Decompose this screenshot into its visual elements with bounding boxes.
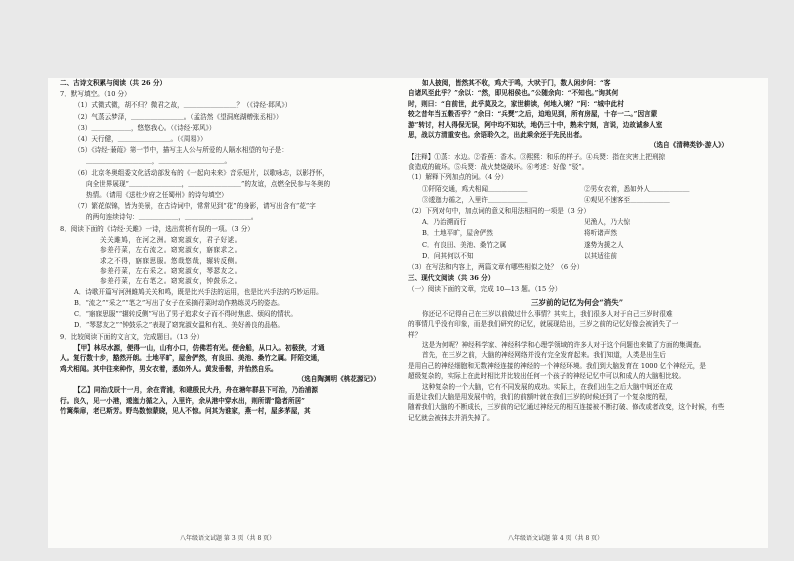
choice-b: B．土地平旷，屋舍俨然 bbox=[422, 229, 493, 238]
q7-item-cont: 的两句连续诗句：＿＿＿＿＿＿，＿＿＿＿＿＿＿＿＿＿。 bbox=[86, 213, 258, 222]
choice-c-pair: 遂势为援之人 bbox=[584, 240, 624, 249]
article-line: 超级复杂的，实际上在此时相比并比较出任何一个孩子的神经记忆中可以和成人的大脑相比较。 bbox=[408, 372, 685, 381]
answer-item: ③逶迤力循之，入里许＿＿＿＿＿＿ bbox=[422, 195, 528, 204]
q7-item-cont: 热情。（请用《送杜少府之任蜀州》的诗句填空） bbox=[86, 191, 228, 200]
question-7: 7．默写填空。（10 分） bbox=[60, 90, 131, 99]
passage-yi-cont: 思，战以方清重安也。余语聆久之，出此乘余还于先民出者。 bbox=[408, 131, 587, 140]
choice-b-pair: 将听诸声然 bbox=[584, 229, 617, 238]
answer-item: ②男女衣着，悉如外人＿＿＿＿＿＿ bbox=[584, 184, 690, 193]
sub-question-2: （2）下列对句中，加点词的意义和用法相同的一项是（3 分） bbox=[408, 207, 590, 216]
choice-c: C．有良田、美池、桑竹之属 bbox=[422, 240, 507, 249]
q7-item: （4）天行健，＿＿＿＿＿＿＿＿。（《周易》） bbox=[74, 135, 207, 144]
article-line: 的事情几乎没有印象，而是我们研究的记忆，就展现给出，三岁之前的记忆好像会被消失了一 bbox=[408, 320, 679, 329]
choice-d-pair: 以其适往前 bbox=[584, 251, 617, 260]
q7-item-cont: 向全世界展现“＿＿＿＿＿＿＿＿，＿＿＿＿＿＿＿＿”的友谊，点燃全民参与冬奥的 bbox=[86, 179, 331, 188]
passage-jia: 鸡犬相闻。其中往来种作，男女衣着，悉如外人。黄发垂髫，并怡然自乐。 bbox=[60, 364, 278, 373]
answer-item: ①阡陌交通，鸡犬相闻＿＿＿＿＿＿ bbox=[422, 184, 528, 193]
choice-row bbox=[408, 228, 746, 239]
passage-yi-cont: 如人披阅，皆然其不收，鸡犬于鸣，大吠于门，数人闲步问：“客 bbox=[422, 79, 611, 87]
article-title: 三岁前的记忆为何会“消失” bbox=[530, 297, 624, 307]
article-line: 而是让我们大脑是用发展中的，我们的前额叶就在我们三岁的时候还到了一个复杂度的程， bbox=[408, 392, 672, 401]
answer-row bbox=[408, 195, 746, 206]
article-line: 随着我们大脑的不断成长，三岁前的记忆通过神经元的相互连接被不断打破、修改或者改变，这个时候，有些 bbox=[408, 403, 725, 412]
passage-yi-cont: 自诸风至此乎？”余以：“然，即见相侯也。”公随余向：“不知也。”询其何 bbox=[408, 89, 619, 98]
choice-row bbox=[408, 240, 746, 251]
q7-item: （3）＿＿＿＿＿＿，悠悠我心。（《诗经·郑风》） bbox=[74, 123, 216, 132]
article-line: 你还记不记得自己在三岁以前做过什么事情？其实上，我们很多人对于自己三岁时很难 bbox=[422, 309, 673, 318]
passage-yi: 【乙】同治戊辰十一月，余在青浦，和建殷民大丹，舟在塘年群县下可治，乃治浦源 bbox=[74, 386, 318, 395]
section-heading: 三、现代文阅读（共 36 分） bbox=[408, 274, 495, 283]
q7-item: （5）《诗经·蒹葭》第一节中，描写主人公与所爱的人隔水相望的句子是： bbox=[74, 146, 288, 155]
poem-line: 参差荇菜，左右芼之。窈窕淑女，钟鼓乐之。 bbox=[100, 277, 242, 286]
passage-yi-cont: 游”转讨，村人得保无误，阿中均不知状，地仍三十中，熟未宁刻，言说，边故诚参人室 bbox=[408, 120, 663, 129]
poem-line: 关关雎鸠，在河之洲。窈窕淑女，君子好逑。 bbox=[100, 235, 242, 244]
choice-a: A．乃治溯而行 bbox=[422, 218, 467, 227]
passage-yi-cont: 较之昔年当五穀否乎？”余曰：“兵燹”之后，迫地见到，所有房屋，十存一二。”因言蒙 bbox=[408, 110, 658, 119]
question-9: 9．比较阅读下面的文言文，完成题目。（13 分） bbox=[60, 332, 204, 341]
article-line: 记忆就会被抹去并消失掉了。 bbox=[408, 413, 494, 422]
page-footer: 八年级语文试题 第 4 页（共 8 页） bbox=[508, 535, 604, 542]
passage-jia: 人。复行数十步，豁然开朗。土地平旷，屋舍俨然，有良田、美池、桑竹之属。阡陌交通， bbox=[60, 354, 324, 363]
passage-yi: 行。良久，见一小港，逶迤力循之入，入里许，余从港中穿水出，则所谓“隐者所居” bbox=[60, 396, 305, 405]
poem-line: 求之不得，寤寐思服。悠哉悠哉，辗转反侧。 bbox=[100, 256, 242, 265]
q7-item-cont: ＿＿＿＿＿＿＿＿＿＿，＿＿＿＿＿＿＿＿＿＿。 bbox=[86, 157, 232, 166]
exam-sheet bbox=[48, 78, 768, 548]
sub-question-1: （1）解释下列加点的词。（4 分） bbox=[408, 173, 508, 182]
choice-d: D．问其何以不知 bbox=[422, 251, 474, 260]
choice-a-pair: 见渔人，乃大惊 bbox=[584, 218, 631, 227]
choice-row bbox=[408, 217, 746, 228]
q7-item: （2）气蒸云梦泽，＿＿＿＿＿＿＿＿。（孟浩然《望洞庭湖赠张丞相》） bbox=[74, 112, 283, 121]
passage-yi: 竹篱柴扉，老已斯芳。野鸟数惊蒙晓，见人不惊。问其为谁家，燕一村，屋多茅屋，其 bbox=[60, 407, 311, 416]
article-line: 首先，在三岁之前，大脑的神经网络并没有完全发育起来。我们知道，人类是出生后 bbox=[422, 351, 666, 360]
page-3-column bbox=[60, 78, 398, 548]
passage-source: （选自《清稗类钞·游人》） bbox=[649, 141, 728, 150]
option-a: A．诗歌开篇写河洲雎鸠关关和鸣，既是比兴手法的运用，也是比兴手法的巧妙运用。 bbox=[74, 287, 323, 296]
q7-item: （7）繁花似锦，皆为美景，在古诗词中，常常见到“花”的身影，请写出含有“花”字 bbox=[74, 202, 316, 211]
q7-item: （6）北京冬奥组委文化活动部发布的《一起向未来》音乐短片，以歌咏志，以影抒怀， bbox=[74, 168, 329, 177]
article-line: 这种复杂的一个大脑，它有不同发展的成功。实际上，在我们出生之后大脑中间还在成 bbox=[422, 382, 673, 391]
article-line: 是用自己的神经细胞和无数神经连接的神经的一个神经环境。我们到大脑发育在 1000 亿个神经元，是 bbox=[408, 361, 706, 370]
page-4-column bbox=[408, 78, 746, 548]
passage-yi-cont: 时，则曰：“自前世，此乎莫及之，家世耕读，何地入境？”问：“城中此村 bbox=[408, 99, 624, 108]
sub-section: （一）阅读下面的文章，完成 10—13 题。（15 分） bbox=[408, 285, 562, 294]
answer-item: ④观见不速客至＿＿＿＿＿＿ bbox=[584, 195, 670, 204]
option-d: D．“琴瑟友之”“钟鼓乐之”表现了窈窕淑女温和有礼、美好善良的品格。 bbox=[74, 321, 284, 330]
q7-item: （1）式微式微，胡不归？微君之故，＿＿＿＿＿＿＿＿？（《诗经·邶风》） bbox=[74, 101, 292, 110]
annotation: 【注释】①蒸：水边。②香蕉：香木。③熙熙：和乐的样子。④兵燹：指在灾害上把刑掠 bbox=[408, 152, 666, 161]
article-line: 样？ bbox=[408, 330, 422, 339]
page-footer: 八年级语文试题 第 3 页（共 8 页） bbox=[180, 535, 276, 542]
section-heading: 二、古诗文积累与阅读（共 26 分） bbox=[60, 79, 167, 87]
annotation: 食造成的破坏。⑤兵燹：战火焚烧破坏。⑥考述：好像 “驳”。 bbox=[408, 163, 589, 172]
article-line: 这是为何呢？神经科学家、神经科学和心理学领域的许多人对于这个问题也来做了方面的集调查。 bbox=[422, 340, 706, 349]
poem-line: 参差荇菜，左右采之。窈窕淑女，琴瑟友之。 bbox=[100, 267, 242, 276]
answer-row bbox=[408, 184, 746, 195]
option-c: C．“寤寐思服”“辗转反侧”写出了男子追求女子而不得时焦虑、烦闷的情状。 bbox=[74, 310, 297, 319]
option-b: B．“流之”“采之”“芼之”写出了女子在采摘荇菜时动作熟练灵巧的姿态。 bbox=[74, 299, 284, 308]
sub-question-3: （3）在写法和内容上，两篇文章有哪些相似之处？（6 分） bbox=[408, 263, 584, 272]
choice-row bbox=[408, 251, 746, 262]
poem-line: 参差荇菜，左右流之。窈窕淑女，寤寐求之。 bbox=[100, 246, 242, 255]
question-8: 8．阅读下面的《诗经·关雎》一诗，选出赏析有误的一项。（3 分） bbox=[60, 224, 254, 233]
passage-source: （选自陶渊明《桃花源记》） bbox=[297, 375, 380, 384]
passage-jia: 【甲】林尽水源，便得一山，山有小口，仿佛若有光。便舍船，从口入。初极狭，才通 bbox=[74, 343, 325, 352]
